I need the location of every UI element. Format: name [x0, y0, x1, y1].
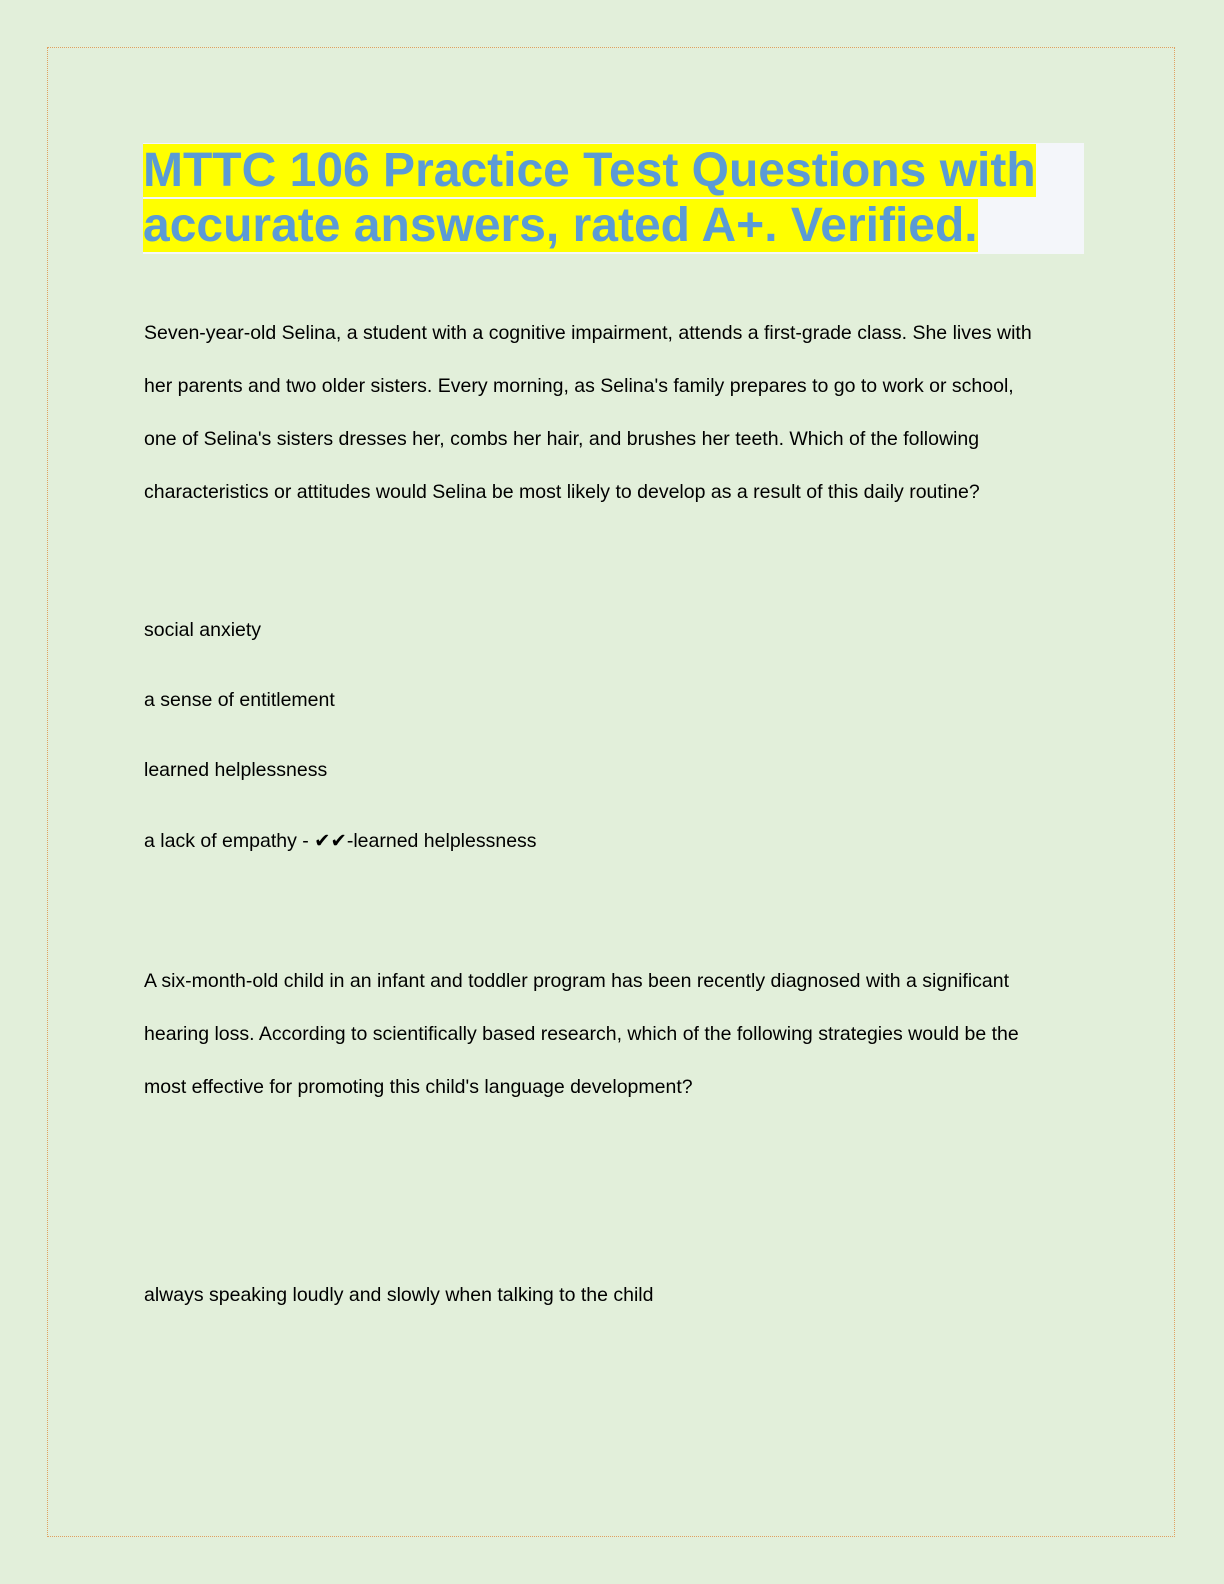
question-1-stem-line-3: one of Selina's sisters dresses her, combs her hair, and brushes her teeth. Which of the following [144, 428, 980, 450]
document-title-highlight: MTTC 106 Practice Test Questions with accurate answers, rated A+. Verified. [143, 144, 1036, 252]
question-2-option-1: always speaking loudly and slowly when talking to the child [144, 1284, 654, 1306]
question-1-stem-line-1: Seven-year-old Selina, a student with a cognitive impairment, attends a first-grade class. She lives with [144, 322, 1032, 344]
question-1-option-4-with-answer: a lack of empathy - ✔✔-learned helplessness [144, 830, 537, 852]
question-2-stem-line-2: hearing loss. According to scientifically based research, which of the following strategies would be the [144, 1023, 1019, 1045]
title-block [143, 143, 1084, 254]
document-title [143, 143, 1084, 253]
page-border [47, 47, 1175, 1537]
question-2-stem-line-1: A six-month-old child in an infant and toddler program has been recently diagnosed with a significant [144, 970, 1010, 992]
question-1-option-1: social anxiety [144, 619, 262, 641]
question-2-stem-line-3: most effective for promoting this child's language development? [144, 1076, 693, 1098]
question-1-option-3: learned helplessness [144, 759, 328, 781]
question-1-option-2: a sense of entitlement [144, 689, 335, 711]
question-1-stem-line-4: characteristics or attitudes would Selina be most likely to develop as a result of this daily routine? [144, 481, 980, 503]
question-1-stem-line-2: her parents and two older sisters. Every morning, as Selina's family prepares to go to work or school, [144, 375, 1014, 397]
